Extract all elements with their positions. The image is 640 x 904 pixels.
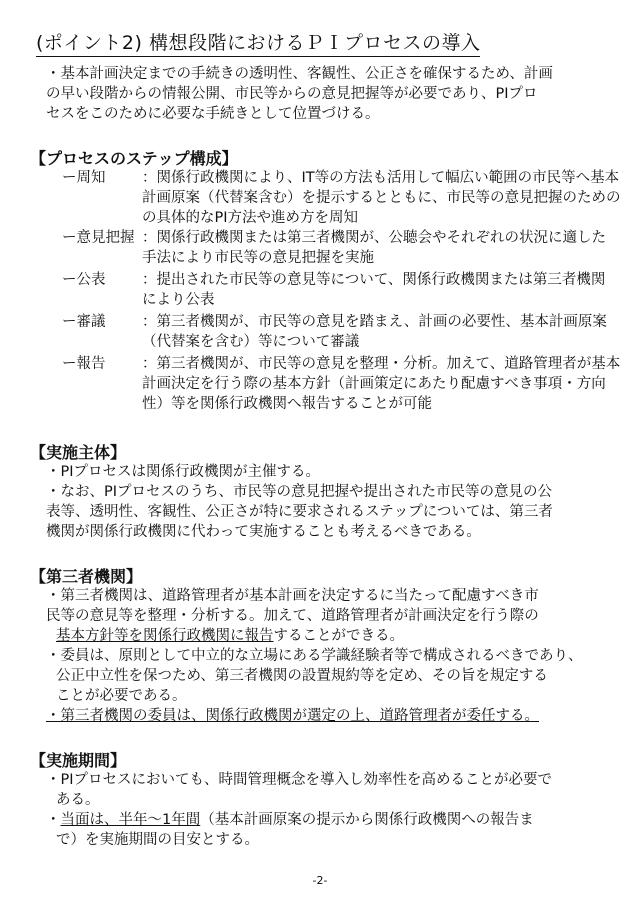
step-line: 性）等を関係行政機関へ報告することが可能 — [142, 396, 432, 412]
step-description — [142, 228, 606, 268]
third-party-line: ・委員は、原則として中立的な立場にある学識経験者等で構成されるべきであり、 — [46, 648, 583, 664]
third-party-line-underlined: ・第三者機関の委員は、関係行政機関が選定の上、道路管理者が委任する。 — [46, 708, 539, 724]
period-line: ・PIプロセスにおいても、時間管理概念を導入し効率性を高めることが必要で — [46, 772, 553, 788]
third-party-line: 民等の意見等を整理・分析する。加えて、道路管理者が計画決定を行う際の — [46, 608, 539, 624]
underlined-phrase: 当面は、半年～1年間 — [60, 812, 201, 828]
step-line: ：関係行政機関または第三者機関が、公聴会やそれぞれの状況に適した — [142, 230, 606, 246]
intro-line: セスをこのために必要な手続きとして位置づける。 — [46, 106, 380, 122]
period-line — [46, 810, 552, 830]
implementer-bullet: ・PIプロセスは関係行政機関が主催する。 — [46, 464, 321, 480]
steps-heading: 【プロセスのステップ構成】 — [30, 149, 238, 168]
period-line-rest: （基本計画原案の提示から関係行政機関への報告ま — [200, 812, 534, 828]
implementer-line: 機関が関係行政機関に代わって実施することも考えるべきである。 — [46, 524, 481, 540]
step-line: 計画決定を行う際の基本方針（計画策定にあたり配慮すべき事項・方向 — [142, 376, 606, 392]
step-line: ：提出された市民等の意見等について、関係行政機関または第三者機関 — [142, 272, 606, 288]
step-line: ：第三者機関が、市民等の意見を踏まえ、計画の必要性、基本計画原案 — [142, 314, 607, 330]
intro-line: ・基本計画決定までの手続きの透明性、客観性、公正さを確保するため、計画 — [46, 66, 553, 82]
period-bullets — [46, 770, 552, 850]
third-party-line: ・第三者機関は、道路管理者が基本計画を決定するに当たって配慮すべき市 — [46, 588, 539, 604]
step-line: （代替案を含む）等について審議 — [142, 334, 360, 350]
step-description — [142, 168, 621, 228]
step-description — [142, 354, 620, 414]
step-label: ー意見把握 — [62, 230, 135, 246]
third-party-line: 公正中立性を保つため、第三者機関の設置規約等を定め、その旨を規定する — [56, 668, 548, 684]
step-description — [142, 270, 605, 310]
intro-line: の早い段階からの情報公開、市民等からの意見把握等が必要であり、PIプロ — [46, 86, 538, 102]
implementer-line: 表等、透明性、客観性、公正さが特に要求されるステップについては、第三者 — [46, 504, 553, 520]
step-line: ：関係行政機関により、IT等の方法も活用して幅広い範囲の市民等へ基本 — [142, 170, 620, 186]
third-party-bullets — [46, 586, 583, 726]
implementer-line: ・なお、PIプロセスのうち、市民等の意見把握や提出された市民等の意見の公 — [46, 484, 553, 500]
step-description — [142, 312, 607, 352]
third-party-line-rest: することができる。 — [273, 628, 404, 644]
step-label: ー審議 — [62, 314, 106, 330]
step-line: ：第三者機関が、市民等の意見を整理・分析。加えて、道路管理者が基本 — [142, 356, 621, 372]
step-label: ー周知 — [62, 170, 106, 186]
implementer-bullets — [46, 462, 553, 542]
third-party-line: ことが必要である。 — [56, 688, 187, 704]
bullet-dot: ・ — [46, 812, 61, 828]
step-line: により公表 — [142, 292, 215, 308]
step-line: 手法により市民等の意見把握を実施 — [142, 250, 374, 266]
page-title: (ポイント2) 構想段階におけるＰＩプロセスの導入 — [36, 28, 480, 57]
step-label: ー報告 — [62, 356, 106, 372]
period-line: ある。 — [56, 792, 100, 808]
period-heading: 【実施期間】 — [30, 751, 127, 770]
step-line: の具体的なPI方法や進め方を周知 — [142, 210, 359, 226]
intro-paragraph — [46, 64, 553, 124]
third-party-heading: 【第三者機関】 — [30, 567, 143, 586]
step-label: ー公表 — [62, 272, 106, 288]
page-number: -2- — [312, 874, 328, 887]
underlined-phrase: 基本方針等を関係行政機関に報告 — [56, 628, 274, 644]
third-party-line — [46, 626, 583, 646]
step-line: 計画原案（代替案含む）を提示するとともに、市民等の意見把握のための — [142, 190, 621, 206]
period-line: で）を実施期間の目安とする。 — [56, 832, 259, 848]
implementer-heading: 【実施主体】 — [30, 443, 127, 462]
